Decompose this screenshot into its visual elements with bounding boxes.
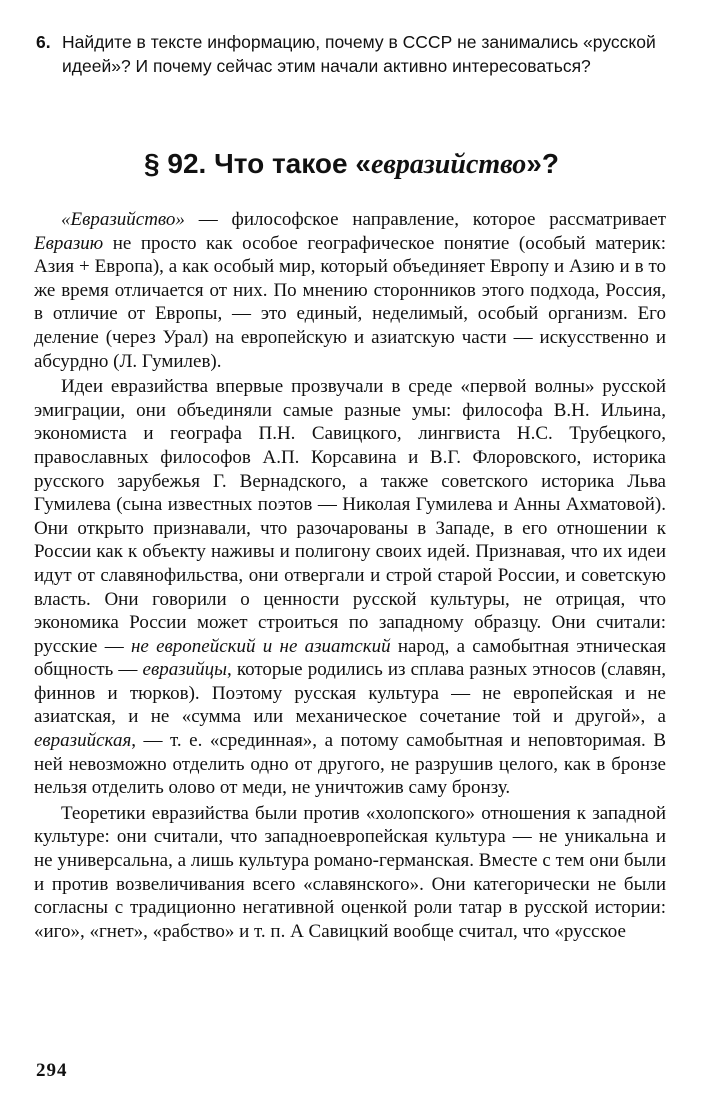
question-number: 6. xyxy=(36,32,51,52)
text-run: не просто как особое географическое понятие (особый материк: Азия + Европа), а как особый мир, который объединяет Европу и Азию и в то же время отличается от них. По мнению сторонников этого подхода, Россия, в отличие от Европы, — это единый, неделимый, особый организм. Его деление (через Урал) на европейскую и азиатскую части — искусственно и абсурдно (Л. Гумилев). xyxy=(34,232,666,372)
italic-term: не европейский и не азиатский xyxy=(130,635,391,657)
text-run: Теоретики евразийства были против «холопского» отношения к западной культуре: они считали, что западноевропейская культура — не уникальна и не универсальна, а лишь культура романо-германская. Вместе с тем они были и против возвеличивания всего «славянского». Они категорически не были согласны с традиционно негативной оценкой роли татар в русской истории: «иго», «гнет», «рабство» и т. п. А Савицкий вообще считал, что «русское xyxy=(34,802,666,942)
paragraph xyxy=(34,208,666,373)
italic-term: Евразию xyxy=(34,232,104,254)
italic-term: евразийская xyxy=(34,730,132,752)
section-title-term: евразийство xyxy=(370,149,527,180)
question-text: Найдите в тексте информацию, почему в СССР не занимались «русской идеей»? И почему сейчас этим начали активно интересоваться? xyxy=(62,32,656,76)
text-run: народ, а самобытная этническая общность — xyxy=(34,635,667,681)
body-text xyxy=(34,208,666,943)
italic-term: евразийцы xyxy=(142,659,227,681)
section-title-prefix: § 92. Что такое « xyxy=(144,148,371,179)
section-title xyxy=(0,146,703,183)
text-run: Идеи евразийства впервые прозвучали в среде «первой волны» русской эмиграции, они объединяли самые разные умы: философа В.Н. Ильина, экономиста и географа П.Н. Савицкого, лингвиста Н.С. Трубецкого, православных философов А.П. Корсавина и В.Г. Флоровского, историка русского зарубежья Г. Вернадского, а также советского историка Льва Гумилева (сына известных поэтов — Николая Гумилева и Анны Ахматовой). Они открыто признавали, что разочарованы в Западе, в его отношении к России как к объекту наживы и полигону своих идей. Признавая, что их идеи идут от славянофильства, они отвергали и строй старой России, и советскую власть. Они говорили о ценности русской культуры, не отрицая, что экономика России может строиться по западному образцу. Они считали: русские — xyxy=(34,376,666,657)
paragraph xyxy=(34,375,666,800)
question-item xyxy=(36,30,686,78)
italic-term: «Евразийство» xyxy=(61,209,185,230)
text-run: , которые родились из сплава разных этносов (славян, финнов и тюрков). Поэтому русская культура — не европейская и не азиатская, и не «сумма или механическое сочетание той и другой», а xyxy=(34,659,666,728)
text-run: — философское направление, которое рассматривает xyxy=(184,209,666,230)
page-number: 294 xyxy=(36,1060,68,1081)
paragraph xyxy=(34,802,666,944)
text-run: , — т. е. «срединная», а потому самобытная и неповторимая. В ней невозможно отделить одно от другого, не разрушив целого, как в бронзе нельзя отделить олово от меди, не уничтожив саму бронзу. xyxy=(34,730,666,799)
section-title-suffix: »? xyxy=(526,148,559,179)
